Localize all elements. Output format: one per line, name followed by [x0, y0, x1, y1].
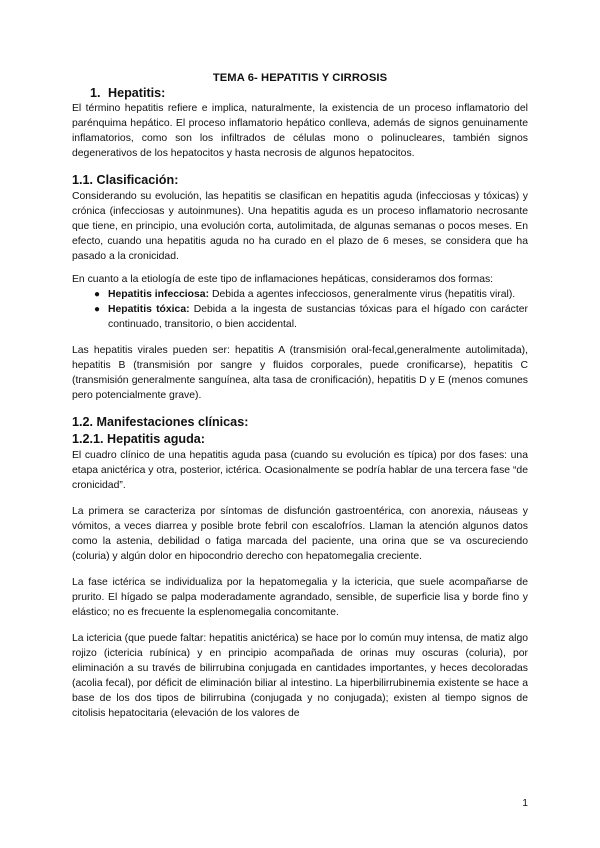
section-1-2-heading: 1.2. Manifestaciones clínicas:: [72, 415, 249, 429]
section-1-2-1-paragraph-1: El cuadro clínico de una hepatitis aguda pasa (cuando su evolución es típica) por dos fases: una etapa anictérica y otra, posterior, ictérica. Ocasionalmente se podría hablar de una tercera fase “de cronicidad”.: [72, 450, 528, 491]
list-item-term: Hepatitis infecciosa:: [108, 289, 210, 300]
document-title: TEMA 6- HEPATITIS Y CIRROSIS: [212, 72, 388, 84]
etiology-list: [72, 287, 528, 332]
list-item-text: Debida a agentes infecciosos, generalmente virus (hepatitis viral).: [209, 289, 516, 300]
bullet-icon: ●: [94, 289, 101, 300]
section-1-2-1-heading: 1.2.1. Hepatitis aguda:: [72, 432, 205, 446]
section-1-title: Hepatitis:: [108, 86, 166, 100]
section-1-1-paragraph-2: En cuanto a la etiología de este tipo de inflamaciones hepáticas, consideramos dos formas:: [72, 274, 494, 285]
section-1-heading: [72, 86, 528, 100]
list-item-text: Debida a la ingesta de sustancias tóxicas para el hígado con carácter continuado, transitorio, o bien accidental.: [108, 304, 528, 330]
section-1-1-heading: 1.1. Clasificación:: [72, 173, 179, 187]
section-1-number: 1.: [90, 86, 101, 100]
section-1-1-paragraph-1: Considerando su evolución, las hepatitis se clasifican en hepatitis aguda (infecciosas y tóxicas) y crónica (infecciosas y autoinmunes). Una hepatitis aguda es un proceso inflamatorio necrosante que tiene, en principio, una evolución corta, autolimitada, de algunas semanas o pocos meses. En efecto, cuando una hepatitis aguda no ha curado en el plazo de 6 meses, se considera que ha pasado a la cronicidad.: [72, 191, 528, 262]
list-item: [94, 287, 528, 302]
section-1-2-1-paragraph-2: La primera se caracteriza por síntomas de disfunción gastroentérica, con anorexia, náuseas y vómitos, a veces diarrea y posible brote febril con escalofríos. Llaman la atención algunos datos como la astenia, debilidad o fatiga marcada del paciente, una orina que se va oscureciendo (coluria) y algún dolor en hipocondrio derecho con hepatomegalia creciente.: [72, 506, 528, 562]
section-1-2-1-paragraph-3: La fase ictérica se individualiza por la hepatomegalia y la ictericia, que suele acompañarse de prurito. El hígado se palpa moderadamente agrandado, sensible, de superficie lisa y borde fino y elástico; no es frecuente la esplenomegalia concomitante.: [72, 577, 528, 618]
section-1-paragraph: El término hepatitis refiere e implica, naturalmente, la existencia de un proceso inflamatorio del parénquima hepático. El proceso inflamatorio hepático conlleva, además de signos genuinamente inflamatorios, como son los infiltrados de células mono o polinucleares, también signos degenerativos de los hepatocitos y hasta necrosis de algunos hepatocitos.: [72, 103, 528, 159]
page-number: 1: [522, 798, 528, 809]
bullet-icon: ●: [94, 304, 101, 315]
section-1-2-1-paragraph-4: La ictericia (que puede faltar: hepatitis anictérica) se hace por lo común muy intensa, de matiz algo rojizo (ictericia rubínica) y en principio acompañada de orinas muy oscuras (coluria), por eliminación a su través de bilirrubina conjugada en cantidades importantes, y heces decoloradas (acolia fecal), por déficit de eliminación biliar al intestino. La hiperbilirrubinemia existente se hace a base de los dos tipos de bilirrubina (conjugada y no conjugada); existen al tiempo signos de citolisis hepatocitaria (elevación de los valores de: [72, 633, 528, 719]
list-item: [94, 302, 528, 332]
list-item-term: Hepatitis tóxica:: [108, 304, 190, 315]
section-1-1-paragraph-3: Las hepatitis virales pueden ser: hepatitis A (transmisión oral-fecal,generalmente autolimitada), hepatitis B (transmisión por sangre y fluidos corporales, puede cronificarse), hepatitis C (transmisión generalmente sanguínea, alta tasa de cronificación), hepatitis D y E (menos comunes pero potencialmente grave).: [72, 345, 528, 401]
